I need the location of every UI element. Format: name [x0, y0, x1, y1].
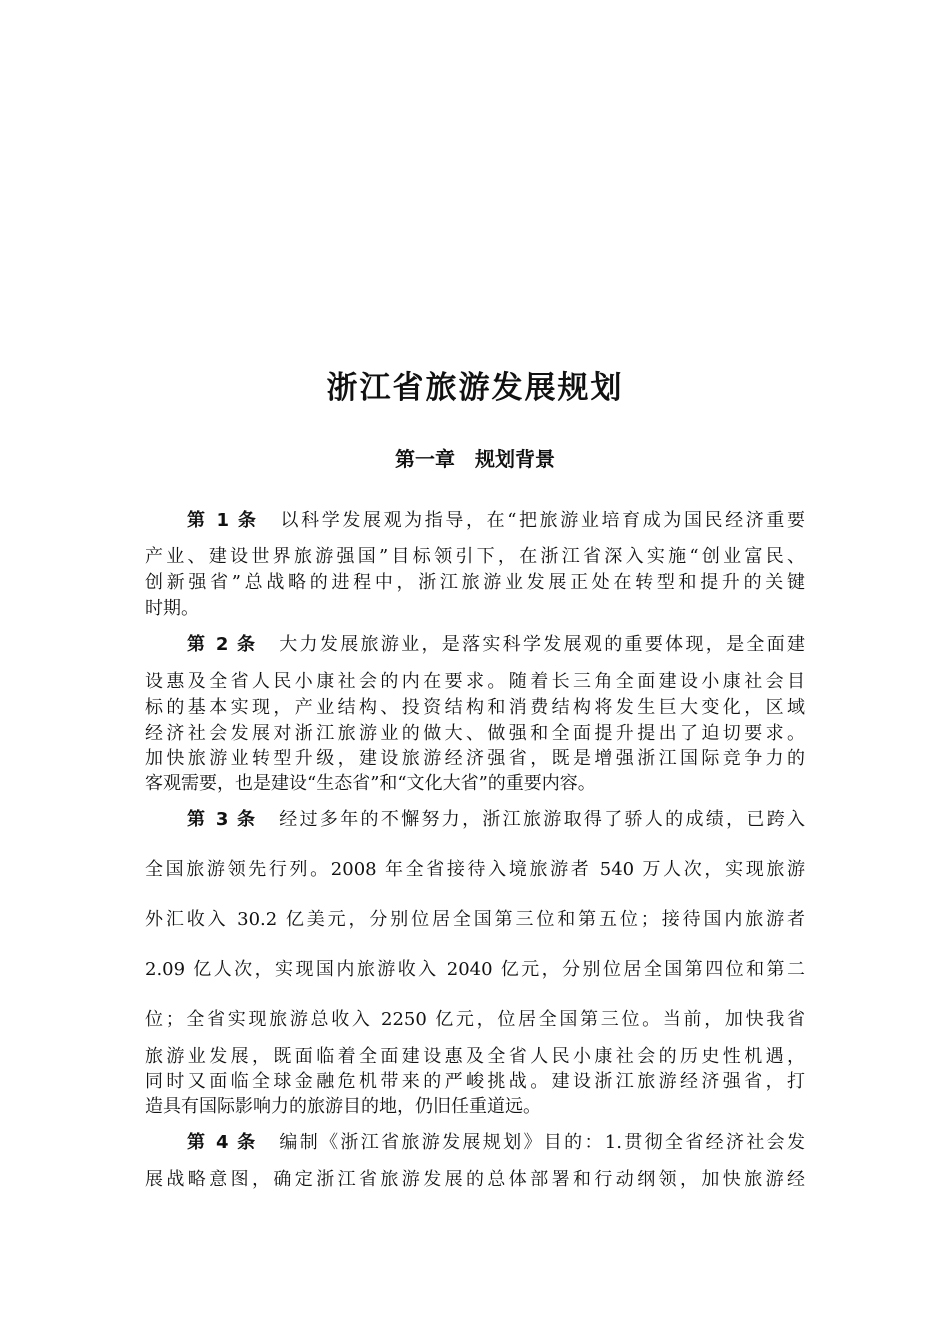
article-4-line-1: 第 4 条 编制《浙江省旅游发展规划》目的：1.贯彻全省经济社会发 — [187, 1132, 805, 1153]
article-3-line-1: 第 3 条 经过多年的不懈努力，浙江旅游取得了骄人的成绩，已跨入 — [187, 809, 805, 830]
article-3-line-7: 同时又面临全球金融危机带来的严峻挑战。建设浙江旅游经济强省，打 — [145, 1071, 805, 1092]
article-1-label: 第 1 条 — [187, 510, 259, 531]
article-2-line-3: 标的基本实现，产业结构、投资结构和消费结构将发生巨大变化，区域 — [145, 697, 805, 718]
article-1-line-3: 创新强省”总战略的进程中，浙江旅游业发展正处在转型和提升的关键 — [145, 572, 805, 593]
article-2-line-4: 经济社会发展对浙江旅游业的做大、做强和全面提升提出了迫切要求。 — [145, 723, 805, 744]
article-1-line-2: 产业、建设世界旅游强国”目标领引下，在浙江省深入实施“创业富民、 — [145, 546, 805, 567]
article-4-label: 第 4 条 — [187, 1132, 258, 1153]
article-2-line-2: 设惠及全省人民小康社会的内在要求。随着长三角全面建设小康社会目 — [145, 671, 805, 692]
article-3-line-6: 旅游业发展，既面临着全面建设惠及全省人民小康社会的历史性机遇， — [145, 1046, 805, 1067]
article-1-line-1: 第 1 条 以科学发展观为指导，在“把旅游业培育成为国民经济重要 — [187, 510, 806, 531]
article-3-line-5: 位；全省实现旅游总收入 2250 亿元，位居全国第三位。当前，加快我省 — [145, 1009, 805, 1030]
article-3-line-8: 造具有国际影响力的旅游目的地，仍旧任重道远。 — [145, 1096, 541, 1117]
article-2-line-5: 加快旅游业转型升级，建设旅游经济强省，既是增强浙江国际竞争力的 — [145, 748, 805, 769]
article-3-line-2: 全国旅游领先行列。2008 年全省接待入境旅游者 540 万人次，实现旅游 — [145, 859, 805, 880]
article-3-label: 第 3 条 — [187, 809, 258, 830]
article-3-line-4: 2.09 亿人次，实现国内旅游收入 2040 亿元，分别位居全国第四位和第二 — [145, 959, 805, 980]
article-2-line-1: 第 2 条 大力发展旅游业，是落实科学发展观的重要体现，是全面建 — [187, 634, 805, 655]
article-1-line-4: 时期。 — [145, 598, 199, 619]
article-2-line-6: 客观需要，也是建设“生态省”和“文化大省”的重要内容。 — [145, 773, 596, 794]
document-title: 浙江省旅游发展规划 — [326, 370, 624, 406]
article-3-line-3: 外汇收入 30.2 亿美元，分别位居全国第三位和第五位；接待国内旅游者 — [145, 909, 805, 930]
chapter-heading: 第一章 规划背景 — [395, 447, 555, 471]
article-4-line-2: 展战略意图，确定浙江省旅游发展的总体部署和行动纲领，加快旅游经 — [145, 1169, 805, 1190]
article-2-label: 第 2 条 — [187, 634, 258, 655]
